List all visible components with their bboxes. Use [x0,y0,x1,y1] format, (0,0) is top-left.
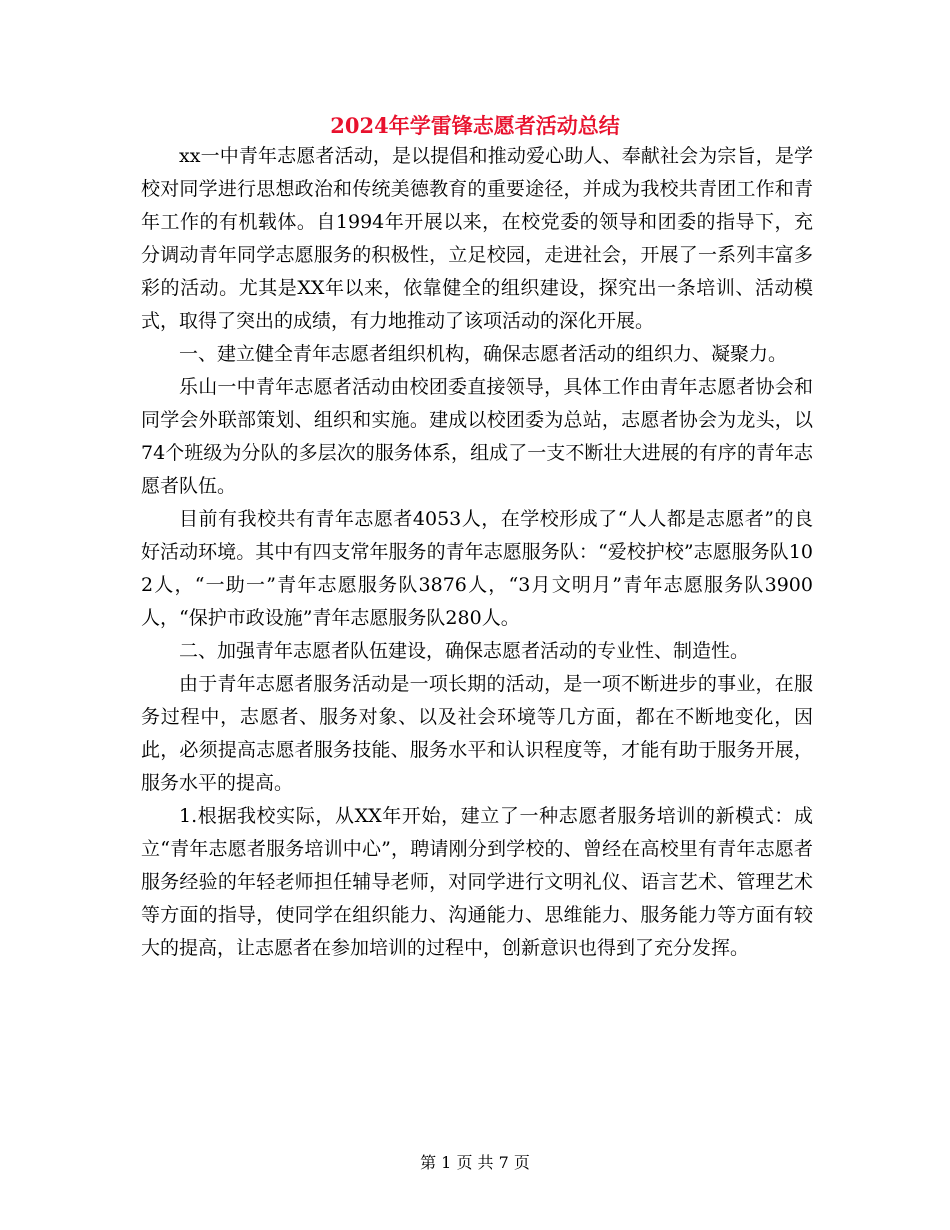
document-title: 2024年学雷锋志愿者活动总结 [330,113,620,138]
section-heading-2: 二、加强青年志愿者队伍建设，确保志愿者活动的专业性、制造性。 [179,640,750,662]
paragraph-organization: 乐山一中青年志愿者活动由校团委直接领导，具体工作由青年志愿者协会和同学会外联部策划、组织和实施。建成以校团委为总站，志愿者协会为龙头，以74个班级为分队的多层次的服务体系，组成了一支不断壮大进展的有序的青年志愿者队伍。 [141,376,813,497]
page-footer: 第 1 页 共 7 页 [420,1153,530,1172]
paragraph-continuous-improvement: 由于青年志愿者服务活动是一项长期的活动，是一项不断进步的事业，在服务过程中，志愿者、服务对象、以及社会环境等几方面，都在不断地变化，因此，必须提高志愿者服务技能、服务水平和认识程度等，才能有助于服务开展，服务水平的提高。 [141,673,813,794]
paragraph-training-model: 1.根据我校实际，从XX年开始，建立了一种志愿者服务培训的新模式：成立“青年志愿者服务培训中心”，聘请刚分到学校的、曾经在高校里有青年志愿者服务经验的年轻老师担任辅导老师，对同学进行文明礼仪、语言艺术、管理艺术等方面的指导，使同学在组织能力、沟通能力、思维能力、服务能力等方面有较大的提高，让志愿者在参加培训的过程中，创新意识也得到了充分发挥。 [141,805,813,959]
document-body [141,140,813,965]
section-heading-1: 一、建立健全青年志愿者组织机构，确保志愿者活动的组织力、凝聚力。 [179,343,788,365]
paragraph-volunteer-count: 目前有我校共有青年志愿者4053人，在学校形成了“人人都是志愿者”的良好活动环境。其中有四支常年服务的青年志愿服务队：“爱校护校”志愿服务队102人，“一助一”青年志愿服务队3876人，“3月文明月”青年志愿服务队3900人，“保护市政设施”青年志愿服务队280人。 [141,508,813,629]
paragraph-intro: xx一中青年志愿者活动，是以提倡和推动爱心助人、奉献社会为宗旨，是学校对同学进行思想政治和传统美德教育的重要途径，并成为我校共青团工作和青年工作的有机载体。自1994年开展以来，在校党委的领导和团委的指导下，充分调动青年同学志愿服务的积极性，立足校园，走进社会，开展了一系列丰富多彩的活动。尤其是XX年以来，依靠健全的组织建设，探究出一条培训、活动模式，取得了突出的成绩，有力地推动了该项活动的深化开展。 [141,145,813,332]
